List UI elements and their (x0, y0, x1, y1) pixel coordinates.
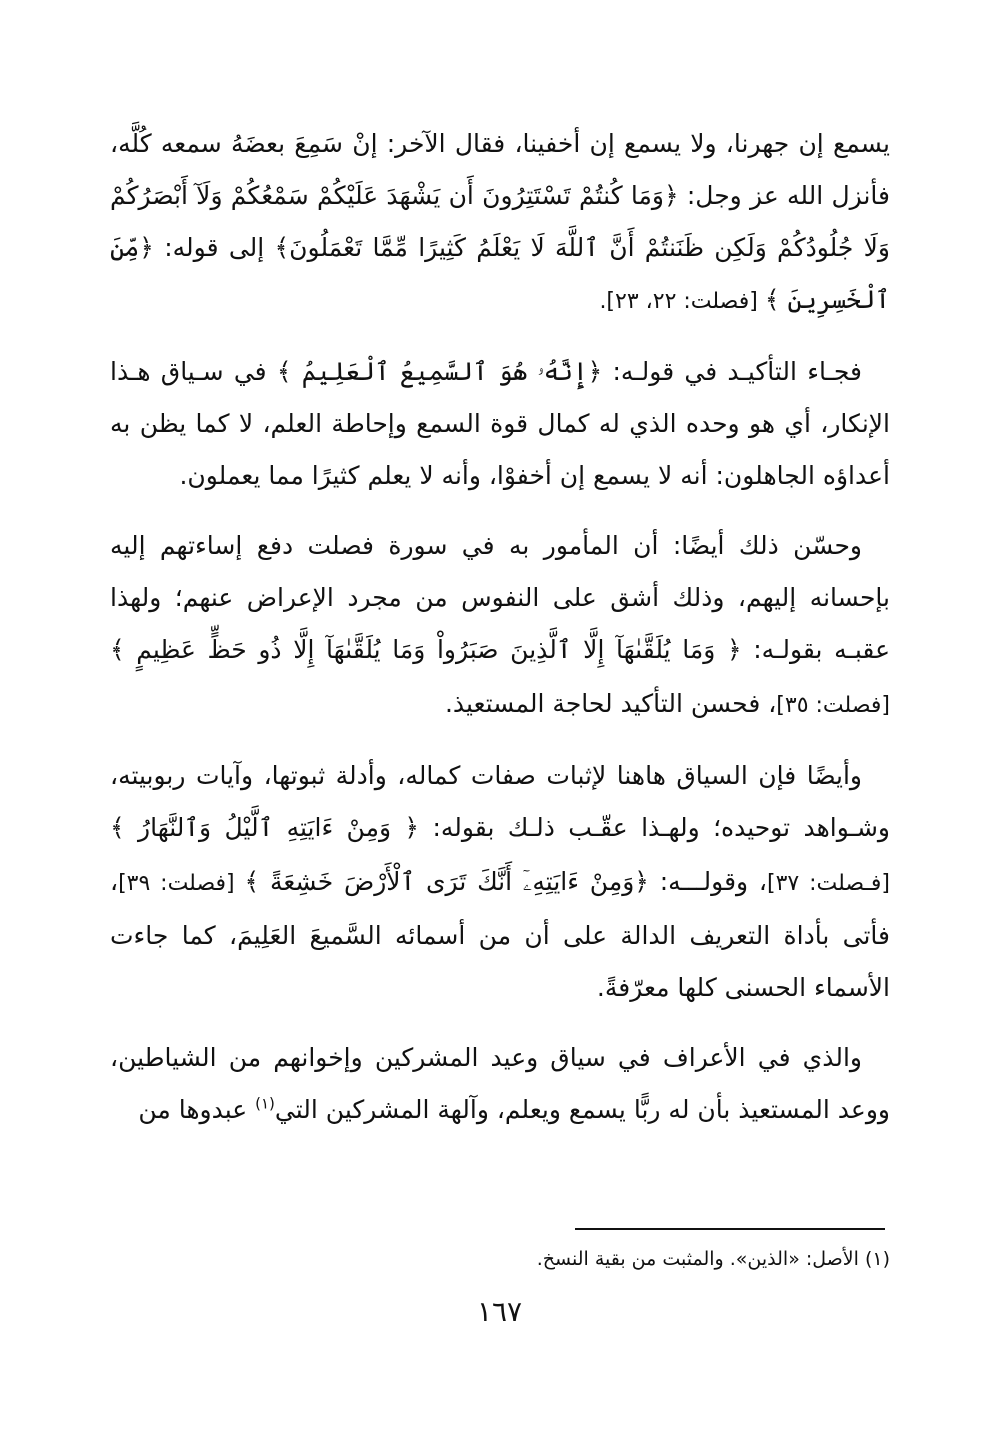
paragraph-3-text-b: ، فحسن التأكيد لحاجة المستعيذ. (444, 689, 777, 718)
footnote-marker[interactable]: (١) (255, 1094, 275, 1113)
paragraph-1-text-a: يسمع إن جهرنا، ولا يسمع إن أخفينا، فقال الآخر: إنْ سَمِعَ بعضَهُ سمعه كُلَّه، فأنزل الله عز وجل: (110, 129, 890, 210)
paragraph-2-text-b: في سـياق هـذا الإنكار، أي هو وحده الذي له كمال قوة السمع وإحاطة العلم، لا كما يظن به أعداؤه الجاهلون: أنه لا يسمع إن أخفوْا، وأنه لا يعلم كثيرًا مما يعملون. (110, 357, 890, 490)
quran-verse-fussilat-22-23: ﴿وَمَا كُنتُمْ تَسْتَتِرُونَ أَن يَشْهَدَ عَلَيْكُمْ سَمْعُكُمْ وَلَآ أَبْصَرُكُمْ وَلَا جُلُودُكُمْ وَلَكِن ظَنَنتُمْ أَنَّ ٱللَّهَ لَا يَعْلَمُ كَثِيرًا مِّمَّا تَعْمَلُونَ﴾ (110, 181, 890, 262)
verse-reference: [فصلت: ٢٢، ٢٣]. (599, 289, 765, 314)
footnote-divider (575, 1228, 885, 1230)
page-number: ١٦٧ (476, 1295, 523, 1328)
paragraph-3-text-a: وحسّن ذلك أيضًا: أن المأمور به في سورة فصلت دفع إساءتهم إليه بإحسانه إليهم، وذلك أشق على النفوس من مجرد الإعراض عنهم؛ ولهذا عقبـه بقولـه: (110, 531, 890, 664)
paragraph-2 (110, 346, 890, 502)
quran-verse-as-sami-al-alim: ﴿إِنَّهُۥ هُوَ ٱلسَّمِيعُ ٱلْعَلِيمُ ﴾ (276, 357, 603, 386)
paragraph-5-text-a: والذي في الأعراف في سياق وعيد المشركين وإخوانهم من الشياطين، ووعد المستعيذ بأن له ربًّا يسمع ويعلم، وآلهة المشركين التي (110, 1043, 890, 1124)
paragraph-5 (110, 1032, 890, 1136)
main-text (110, 118, 890, 1154)
quran-verse-fussilat-35: ﴿ وَمَا يُلَقَّىٰهَآ إِلَّا ٱلَّذِينَ صَبَرُواْ وَمَا يُلَقَّىٰهَآ إِلَّا ذُو حَظٍّ عَظِيمٍ ﴾ (110, 635, 742, 664)
quran-verse-fussilat-39: ﴿وَمِنْ ءَايَتِهِۦٓ أَنَّكَ تَرَى ٱلْأَرْضَ خَشِعَةً ﴾ (244, 867, 649, 896)
paragraph-3 (110, 520, 890, 732)
footnote-1: (١) الأصل: «الذين». والمثبت من بقية النسخ. (536, 1248, 890, 1270)
paragraph-2-text-a: فجـاء التأكيـد في قولـه: (602, 357, 862, 386)
paragraph-4-text-a: وأيضًا فإن السياق هاهنا لإثبات صفات كماله، وأدلة ثبوتها، وآيات ربوبيته، وشـواهد توحيده؛ ولهـذا عقّـب ذلـك بقوله: (110, 761, 890, 842)
paragraph-1 (110, 118, 890, 328)
paragraph-5-text-b: عبدوها من (138, 1095, 256, 1124)
quran-verse-fussilat-37: ﴿ وَمِنْ ءَايَتِهِ ٱلَّيْلُ وَٱلنَّهَارُ ﴾ (110, 813, 420, 842)
verse-reference: [فـصلت: ٣٧] (767, 871, 891, 896)
paragraph-4-text-c: ، فأتى بأداة التعريف الدالة على أن من أسمائه السَّميعَ العَلِيمَ، كما جاءت الأسماء الحسنى كلها معرّفةً. (110, 867, 890, 1002)
paragraph-4-text-b: ، وقولـــه: (648, 867, 767, 896)
paragraph-1-text-b: إلى قوله: (153, 233, 275, 262)
verse-reference: [فصلت: ٣٥] (776, 693, 890, 718)
paragraph-4 (110, 750, 890, 1014)
verse-reference: [فصلت: ٣٩] (118, 871, 245, 896)
quran-verse-al-khasirin: ﴿مِّنَ ٱلْخَسِرِينَ ﴾ (110, 233, 890, 314)
